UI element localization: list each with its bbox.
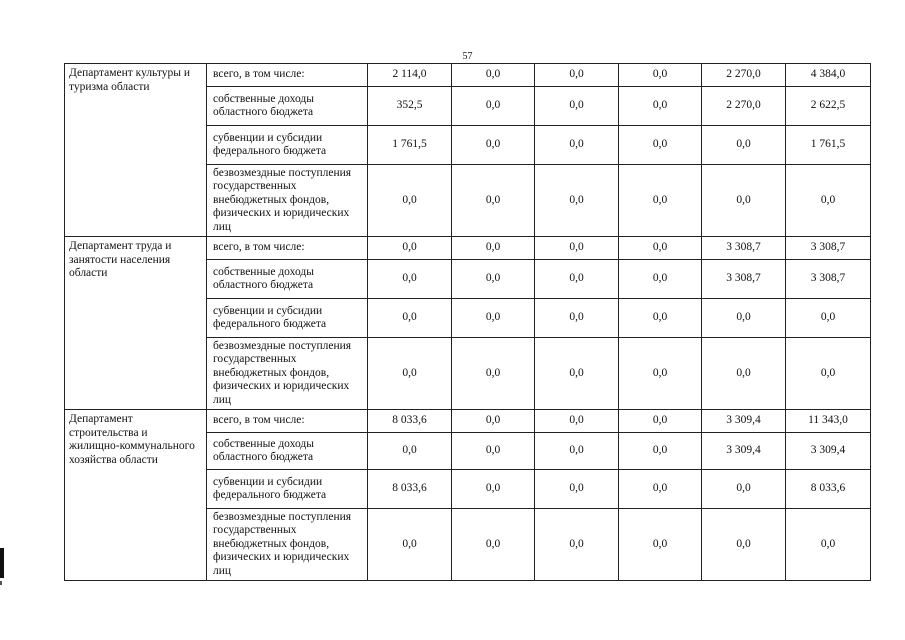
table-row <box>65 64 871 87</box>
value-cell: 2 114,0 <box>368 64 452 87</box>
value-cell: 0,0 <box>702 126 786 165</box>
value-cell: 0,0 <box>452 126 535 165</box>
value-cell: 0,0 <box>368 299 452 338</box>
value-cell: 0,0 <box>619 470 702 509</box>
value-cell: 0,0 <box>535 64 619 87</box>
value-cell: 0,0 <box>452 410 535 433</box>
value-cell: 0,0 <box>619 299 702 338</box>
value-cell: 0,0 <box>452 87 535 126</box>
row-description: субвенции и субсидии федерального бюджета <box>207 126 368 165</box>
value-cell: 11 343,0 <box>786 410 871 433</box>
value-cell: 4 384,0 <box>786 64 871 87</box>
value-cell: 0,0 <box>535 433 619 470</box>
row-description: субвенции и субсидии федерального бюджета <box>207 470 368 509</box>
value-cell: 0,0 <box>619 260 702 299</box>
value-cell: 0,0 <box>619 338 702 410</box>
page-number: 57 <box>462 51 473 62</box>
table-row <box>65 410 871 433</box>
value-cell: 0,0 <box>702 165 786 237</box>
scan-margin-dot <box>0 581 2 585</box>
value-cell: 0,0 <box>452 338 535 410</box>
value-cell: 0,0 <box>535 165 619 237</box>
value-cell: 0,0 <box>368 509 452 581</box>
value-cell: 3 309,4 <box>786 433 871 470</box>
value-cell: 0,0 <box>535 509 619 581</box>
row-description: безвозмездные поступления государственных внебюджетных фондов, физических и юридических лиц <box>207 338 368 410</box>
budget-table <box>64 63 871 581</box>
value-cell: 0,0 <box>786 299 871 338</box>
value-cell: 0,0 <box>619 87 702 126</box>
row-description: безвозмездные поступления государственных внебюджетных фондов, физических и юридических лиц <box>207 509 368 581</box>
value-cell: 3 308,7 <box>786 260 871 299</box>
value-cell: 352,5 <box>368 87 452 126</box>
value-cell: 0,0 <box>452 509 535 581</box>
value-cell: 0,0 <box>786 338 871 410</box>
row-description: всего, в том числе: <box>207 237 368 260</box>
value-cell: 0,0 <box>535 410 619 433</box>
row-description: собственные доходы областного бюджета <box>207 433 368 470</box>
value-cell: 0,0 <box>702 299 786 338</box>
value-cell: 2 270,0 <box>702 87 786 126</box>
value-cell: 3 309,4 <box>702 433 786 470</box>
scan-margin-mark <box>0 548 4 578</box>
value-cell: 0,0 <box>452 165 535 237</box>
row-description: всего, в том числе: <box>207 64 368 87</box>
value-cell: 0,0 <box>619 126 702 165</box>
value-cell: 0,0 <box>786 509 871 581</box>
value-cell: 0,0 <box>535 237 619 260</box>
value-cell: 0,0 <box>368 237 452 260</box>
value-cell: 0,0 <box>619 509 702 581</box>
value-cell: 2 270,0 <box>702 64 786 87</box>
value-cell: 0,0 <box>452 237 535 260</box>
value-cell: 3 308,7 <box>702 260 786 299</box>
value-cell: 0,0 <box>535 470 619 509</box>
value-cell: 0,0 <box>702 470 786 509</box>
value-cell: 8 033,6 <box>786 470 871 509</box>
value-cell: 0,0 <box>786 165 871 237</box>
row-description: собственные доходы областного бюджета <box>207 87 368 126</box>
value-cell: 0,0 <box>619 64 702 87</box>
row-description: собственные доходы областного бюджета <box>207 260 368 299</box>
value-cell: 1 761,5 <box>786 126 871 165</box>
value-cell: 0,0 <box>368 433 452 470</box>
value-cell: 0,0 <box>702 338 786 410</box>
value-cell: 0,0 <box>702 509 786 581</box>
value-cell: 0,0 <box>452 64 535 87</box>
value-cell: 0,0 <box>535 126 619 165</box>
value-cell: 2 622,5 <box>786 87 871 126</box>
value-cell: 0,0 <box>452 470 535 509</box>
department-name: Департамент строительства и жилищно-коммунального хозяйства области <box>65 410 207 581</box>
value-cell: 0,0 <box>452 299 535 338</box>
row-description: всего, в том числе: <box>207 410 368 433</box>
value-cell: 0,0 <box>452 260 535 299</box>
table-row <box>65 237 871 260</box>
value-cell: 3 308,7 <box>702 237 786 260</box>
value-cell: 0,0 <box>535 338 619 410</box>
value-cell: 0,0 <box>535 87 619 126</box>
row-description: безвозмездные поступления государственных внебюджетных фондов, физических и юридических лиц <box>207 165 368 237</box>
value-cell: 0,0 <box>368 338 452 410</box>
department-name: Департамент культуры и туризма области <box>65 64 207 237</box>
value-cell: 1 761,5 <box>368 126 452 165</box>
value-cell: 0,0 <box>619 237 702 260</box>
value-cell: 0,0 <box>535 299 619 338</box>
value-cell: 3 308,7 <box>786 237 871 260</box>
value-cell: 0,0 <box>535 260 619 299</box>
value-cell: 8 033,6 <box>368 410 452 433</box>
value-cell: 0,0 <box>452 433 535 470</box>
value-cell: 3 309,4 <box>702 410 786 433</box>
value-cell: 0,0 <box>619 433 702 470</box>
value-cell: 0,0 <box>619 165 702 237</box>
value-cell: 0,0 <box>619 410 702 433</box>
row-description: субвенции и субсидии федерального бюджета <box>207 299 368 338</box>
department-name: Департамент труда и занятости населения области <box>65 237 207 410</box>
value-cell: 0,0 <box>368 165 452 237</box>
value-cell: 0,0 <box>368 260 452 299</box>
value-cell: 8 033,6 <box>368 470 452 509</box>
